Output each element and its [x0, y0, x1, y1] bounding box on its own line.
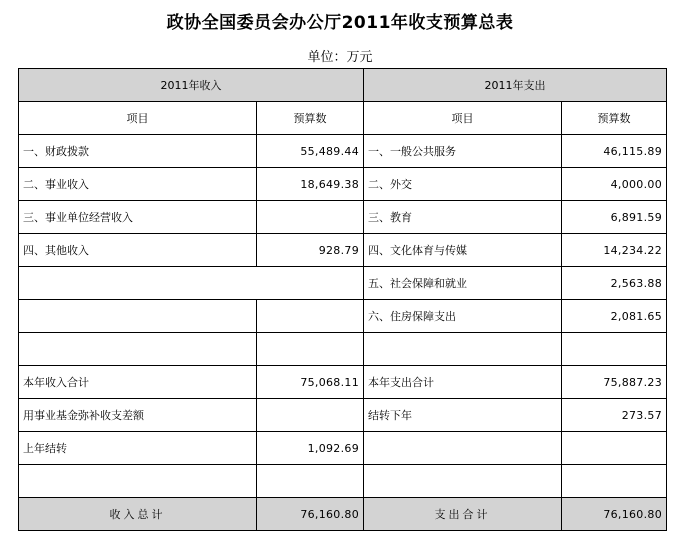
income-value: 928.79 — [257, 234, 364, 267]
expense-value: 2,081.65 — [562, 300, 667, 333]
expense-value — [562, 432, 667, 465]
expense-label: 一、一般公共服务 — [364, 135, 562, 168]
expense-value: 46,115.89 — [562, 135, 667, 168]
table-row — [19, 300, 667, 333]
table-row — [19, 366, 667, 399]
income-label: 用事业基金弥补收支差额 — [19, 399, 257, 432]
income-budget-header: 预算数 — [257, 102, 364, 135]
income-value — [257, 300, 364, 333]
expense-label: 三、教育 — [364, 201, 562, 234]
income-label: 上年结转 — [19, 432, 257, 465]
expense-label: 二、外交 — [364, 168, 562, 201]
column-header-row — [19, 102, 667, 135]
expense-total-label: 支出合计 — [364, 498, 562, 531]
expense-header: 2011年支出 — [364, 69, 667, 102]
income-value: 75,068.11 — [257, 366, 364, 399]
income-total-value: 76,160.80 — [257, 498, 364, 531]
total-row — [19, 498, 667, 531]
income-header: 2011年收入 — [19, 69, 364, 102]
table-row — [19, 399, 667, 432]
income-value — [257, 201, 364, 234]
income-label: 四、其他收入 — [19, 234, 257, 267]
table-row — [19, 168, 667, 201]
expense-value: 6,891.59 — [562, 201, 667, 234]
income-label — [19, 300, 257, 333]
income-label: 二、事业收入 — [19, 168, 257, 201]
expense-label — [364, 465, 562, 498]
expense-value — [562, 465, 667, 498]
income-label: 三、事业单位经营收入 — [19, 201, 257, 234]
expense-value: 273.57 — [562, 399, 667, 432]
income-label: 一、财政拨款 — [19, 135, 257, 168]
expense-value: 75,887.23 — [562, 366, 667, 399]
income-label — [19, 267, 364, 300]
expense-value: 4,000.00 — [562, 168, 667, 201]
page-title: 政协全国委员会办公厅2011年收支预算总表 — [166, 13, 514, 33]
income-item-header: 项目 — [19, 102, 257, 135]
income-value: 55,489.44 — [257, 135, 364, 168]
table-row — [19, 135, 667, 168]
expense-value: 2,563.88 — [562, 267, 667, 300]
income-value: 18,649.38 — [257, 168, 364, 201]
table-row — [19, 234, 667, 267]
expense-label: 本年支出合计 — [364, 366, 562, 399]
table-row — [19, 267, 667, 300]
expense-label — [364, 432, 562, 465]
expense-value — [562, 333, 667, 366]
expense-label: 结转下年 — [364, 399, 562, 432]
expense-label: 五、社会保障和就业 — [364, 267, 562, 300]
expense-label: 六、住房保障支出 — [364, 300, 562, 333]
budget-table — [18, 68, 667, 531]
expense-value: 14,234.22 — [562, 234, 667, 267]
expense-budget-header: 预算数 — [562, 102, 667, 135]
table-row — [19, 465, 667, 498]
income-value — [257, 333, 364, 366]
expense-label: 四、文化体育与传媒 — [364, 234, 562, 267]
expense-total-value: 76,160.80 — [562, 498, 667, 531]
unit-label: 单位：万元 — [307, 50, 373, 65]
income-label: 本年收入合计 — [19, 366, 257, 399]
income-total-label: 收入总计 — [19, 498, 257, 531]
income-label — [19, 465, 257, 498]
expense-label — [364, 333, 562, 366]
table-row — [19, 432, 667, 465]
table-row — [19, 333, 667, 366]
income-value — [257, 399, 364, 432]
income-label — [19, 333, 257, 366]
income-value: 1,092.69 — [257, 432, 364, 465]
section-header-row — [19, 69, 667, 102]
expense-item-header: 项目 — [364, 102, 562, 135]
table-row — [19, 201, 667, 234]
income-value — [257, 465, 364, 498]
